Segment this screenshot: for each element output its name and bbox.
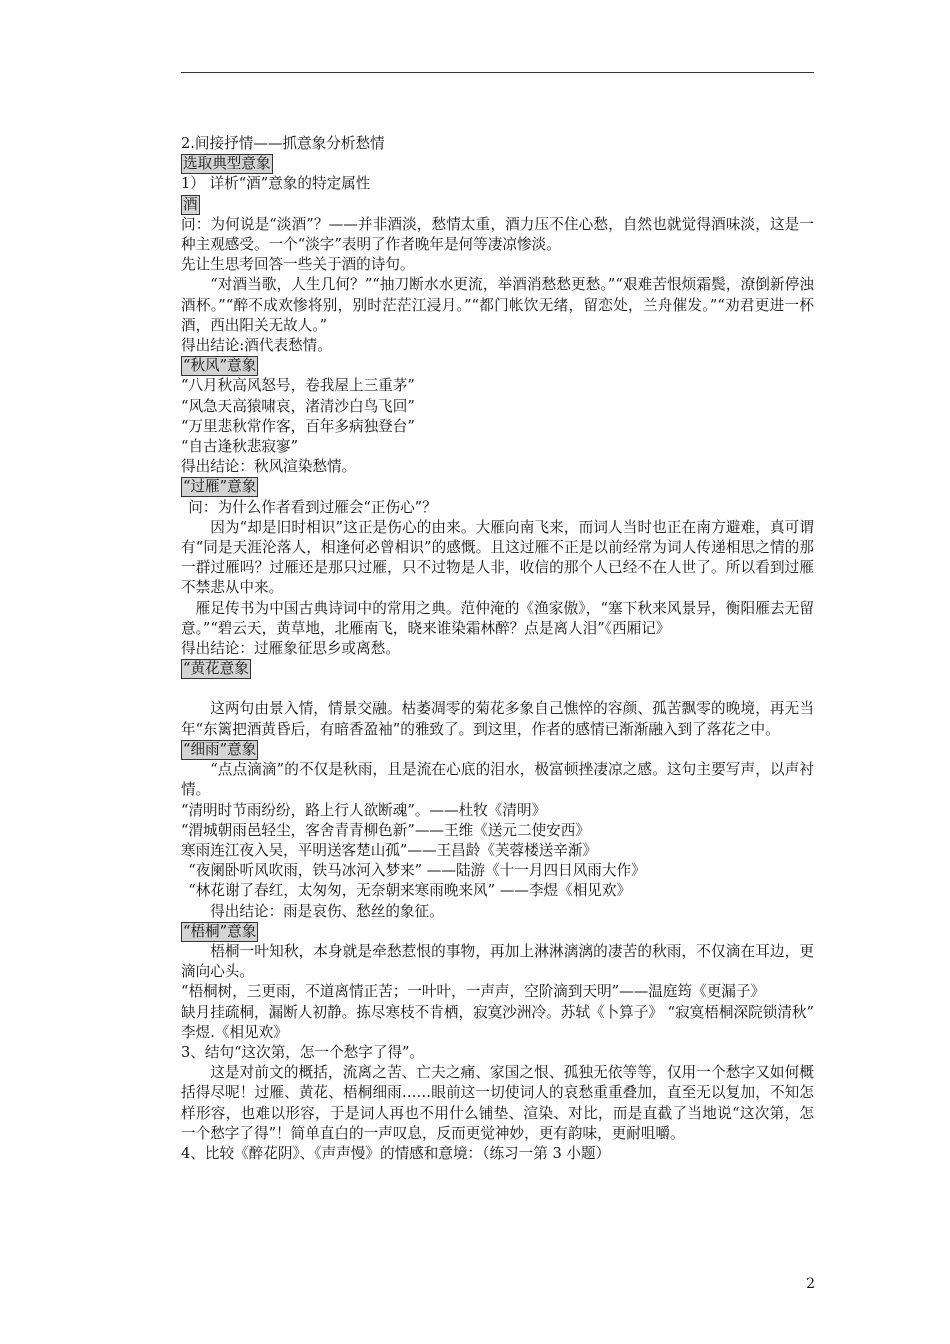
subsection-title: 1） 详析“酒”意象的特定属性 [181,175,371,193]
select-heading: 选取典型意象 [183,155,271,173]
rain-quote: “清明时节雨纷纷，路上行人欲断魂”。——杜牧《清明》 [181,801,547,819]
page-number: 2 [806,1276,815,1292]
geese-allusion: 雁足传书为中国古典诗词中的常用之典。范仲淹的《渔家傲》，“塞下秋来风景异，衡阳雁去无留意。”“碧云天，黄草地，北雁南飞，晓来谁染霜林醉？点是离人泪”《西厢记》 [181,599,814,637]
flower-heading: “黄花意象 [183,660,249,678]
section-4-title: 4、比较《醉花阴》、《声声慢》的情感和意境：（练习一第 3 小题） [181,1144,611,1162]
rain-paragraph: “点点滴滴”的不仅是秋雨，且是流在心底的泪水，极富顿挫凄凉之感。这句主要写声，以声衬情。 [181,761,814,799]
geese-question: 问：为什么作者看到过雁会“正伤心”？ [188,498,437,516]
tung-paragraph: 梧桐一叶知秋，本身就是牵愁惹恨的事物，再加上淋淋漓漓的凄苦的秋雨，不仅滴在耳边，更滴向心头。 [181,942,814,981]
header-rule [181,72,814,73]
wind-conclusion: 得出结论：秋风渲染愁情。 [181,458,357,476]
wine-heading: 酒 [183,195,198,213]
rain-quote: 寒雨连江夜入吴，平明送客楚山孤”——王昌龄《芙蓉楼送辛渐》 [181,841,598,859]
section-title: 2.间接抒情——抓意象分析愁情 [181,135,385,152]
rain-heading: “细雨”意象 [183,740,257,758]
rain-conclusion: 得出结论：雨是哀伤、愁丝的象征。 [210,902,444,920]
flower-paragraph: 这两句由景入情，情景交融。枯萎凋零的菊花多象自己憔悴的容颜、孤苦飘零的晚境，再无当年“东篱把酒黄昏后，有暗香盈袖”的雅致了。到这里，作者的感情已渐渐融入到了落花之中。 [181,700,814,738]
rain-quote: “林花谢了春红，太匆匆，无奈朝来寒雨晚来风” ——李煜《相见欢》 [188,882,632,900]
section-3-paragraph: 这是对前文的概括，流离之苦、亡夫之痛、家国之恨、孤独无依等等，仅用一个愁字又如何概括得尽呢！过雁、黄花、梧桐细雨……眼前这一切使词人的哀愁重重叠加，直至无以复加，不知怎样形容，也难以形容，于是词人再也不用什么铺垫、渲染、对比，而是直截了当地说“这次第，怎一个愁字了得”！简单直白的一声叹息，反而更觉神妙，更有韵味，更耐咀嚼。 [181,1064,814,1142]
rain-quote: “夜阑卧听风吹雨，铁马冰河入梦来” ——陆游《十一月四日风雨大作》 [188,862,646,880]
wind-line: “八月秋高风怒号，卷我屋上三重茅” [181,377,415,395]
geese-paragraph: 因为“却是旧时相识”这正是伤心的由来。大雁向南飞来，而词人当时也正在南方避难，真可谓有“同是天涯沦落人，相逢何必曾相识”的感慨。且这过雁不正是以前经常为词人传递相思之情的那一群过雁吗？过雁还是那只过雁，只不过物是人非，收信的那个人已经不在人世了。所以看到过雁不禁悲从中来。 [181,518,814,597]
tung-quote: “梧桐树，三更雨，不道离情正苦；一叶叶，一声声，空阶滴到天明”——温庭筠《更漏子》 [181,983,766,1001]
wind-heading: “秋风”意象 [183,357,257,375]
wind-line: “风急天高猿啸哀，渚清沙白鸟飞回” [181,397,415,415]
wine-question: 问：为何说是“淡酒”？——并非酒淡，愁情太重，酒力压不住心愁，自然也就觉得酒味淡，这是一种主观感受。一个“淡字”表明了作者晚年是何等凄凉惨淡。 [181,215,814,254]
document-body [181,134,814,1164]
tung-heading: “梧桐”意象 [183,922,257,940]
wind-line: “万里悲秋常作客，百年多病独登台” [181,417,415,435]
rain-quote: “渭城朝雨邑轻尘，客舍青青柳色新”——王维《送元二使安西》 [181,821,590,839]
wine-prompt: 先让生思考回答一些关于酒的诗句。 [181,256,415,274]
section-3-title: 3、结句“这次第，怎一个愁字了得”。 [181,1043,425,1061]
geese-conclusion: 得出结论：过雁象征思乡或离愁。 [181,640,400,658]
wind-line: “自古逢秋悲寂寥” [181,438,299,456]
wine-poems: “对酒当歌，人生几何？”“抽刀断水水更流，举酒消愁愁更愁。”“艰难苦恨烦霜鬓，潦倒新停浊酒杯。”“醉不成欢惨将别，别时茫茫江浸月。”“都门帐饮无绪，留恋处，兰舟催发。”“劝君更进一杯酒，西出阳关无故人。” [181,276,814,334]
geese-heading: “过雁”意象 [183,478,257,496]
tung-quote: 缺月挂疏桐，漏断人初静。拣尽寒枝不肯栖，寂寞沙洲冷。苏轼《卜算子》 “寂寞梧桐深院锁清秋” 李煜.《相见欢》 [181,1003,814,1041]
wine-conclusion: 得出结论:酒代表愁情。 [181,337,332,355]
